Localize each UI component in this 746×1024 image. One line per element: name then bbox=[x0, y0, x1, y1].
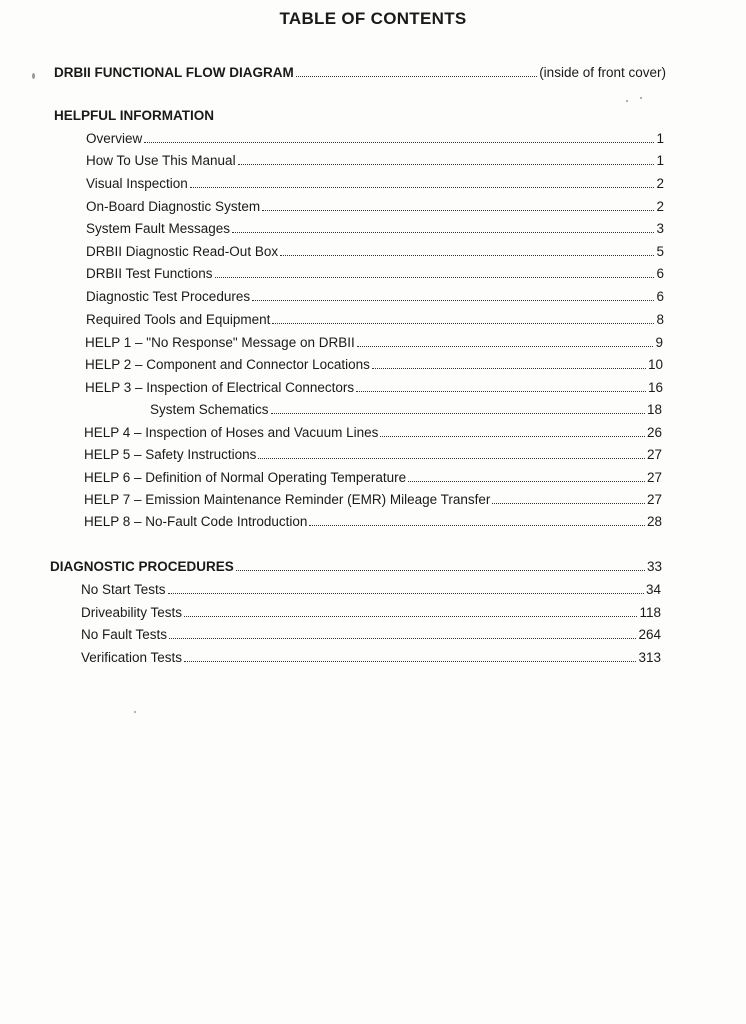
toc-entry-label: Verification Tests bbox=[81, 650, 183, 665]
dot-leader bbox=[280, 243, 654, 256]
toc-entry bbox=[86, 220, 664, 238]
toc-entry-label: DRBII Diagnostic Read-Out Box bbox=[86, 244, 279, 259]
toc-entry-label: HELP 1 – "No Response" Message on DRBII bbox=[85, 335, 355, 350]
toc-entry-label: HELP 4 – Inspection of Hoses and Vacuum Lines bbox=[84, 425, 379, 440]
toc-entry-page: 6 bbox=[656, 266, 664, 281]
dot-leader bbox=[380, 424, 645, 437]
toc-entry-page: 18 bbox=[646, 402, 662, 417]
toc-entry-diagnostic-procedures bbox=[50, 558, 662, 576]
scan-speck bbox=[640, 97, 642, 99]
dot-leader bbox=[252, 288, 654, 301]
dot-leader bbox=[271, 401, 645, 414]
scan-speck bbox=[626, 100, 628, 102]
toc-entry bbox=[84, 446, 662, 464]
toc-entry bbox=[84, 424, 662, 442]
toc-entry-label: HELP 3 – Inspection of Electrical Connectors bbox=[85, 380, 355, 395]
toc-entry bbox=[84, 513, 662, 531]
toc-entry-label: No Fault Tests bbox=[81, 627, 168, 642]
toc-entry bbox=[150, 401, 662, 419]
dot-leader bbox=[184, 604, 637, 617]
dot-leader bbox=[236, 558, 645, 571]
toc-entry bbox=[81, 626, 661, 644]
toc-entry bbox=[86, 152, 664, 170]
dot-leader bbox=[238, 152, 655, 165]
toc-entry bbox=[86, 130, 664, 148]
toc-entry-page: 8 bbox=[656, 312, 664, 327]
toc-entry-page: 9 bbox=[655, 335, 663, 350]
dot-leader bbox=[258, 446, 645, 459]
dot-leader bbox=[296, 64, 537, 77]
toc-entry-page: 2 bbox=[656, 176, 664, 191]
dot-leader bbox=[356, 379, 646, 392]
section-heading-diagnostic: DIAGNOSTIC PROCEDURES bbox=[50, 559, 234, 574]
toc-entry bbox=[86, 198, 664, 216]
toc-entry-page: 33 bbox=[646, 559, 662, 574]
dot-leader bbox=[492, 491, 645, 504]
toc-entry bbox=[86, 265, 664, 283]
toc-entry bbox=[84, 469, 662, 487]
toc-entry-label: How To Use This Manual bbox=[86, 153, 236, 168]
toc-entry bbox=[86, 311, 664, 329]
scan-speck bbox=[32, 73, 35, 79]
toc-entry-page: 1 bbox=[656, 131, 664, 146]
dot-leader bbox=[232, 220, 654, 233]
section-heading-helpful: HELPFUL INFORMATION bbox=[54, 108, 214, 123]
toc-entry-page: 27 bbox=[646, 470, 662, 485]
toc-entry bbox=[81, 649, 661, 667]
dot-leader bbox=[168, 581, 644, 594]
toc-entry-label: Diagnostic Test Procedures bbox=[86, 289, 251, 304]
toc-entry-label: HELP 6 – Definition of Normal Operating Temperature bbox=[84, 470, 407, 485]
toc-entry-label: Required Tools and Equipment bbox=[86, 312, 271, 327]
toc-entry-page: 34 bbox=[645, 582, 661, 597]
toc-entry bbox=[81, 581, 661, 599]
toc-entry-label: System Schematics bbox=[150, 402, 269, 417]
toc-entry bbox=[85, 379, 663, 397]
toc-entry bbox=[86, 243, 664, 261]
dot-leader bbox=[169, 626, 636, 639]
dot-leader bbox=[272, 311, 654, 324]
toc-entry bbox=[85, 334, 663, 352]
toc-entry-page: 313 bbox=[638, 650, 661, 665]
toc-entry-label: DRBII Test Functions bbox=[86, 266, 213, 281]
toc-entry bbox=[85, 356, 663, 374]
toc-entry-page: (inside of front cover) bbox=[539, 65, 666, 80]
toc-entry-page: 6 bbox=[656, 289, 664, 304]
dot-leader bbox=[184, 649, 636, 662]
scan-speck bbox=[134, 711, 136, 713]
dot-leader bbox=[408, 469, 645, 482]
toc-entry-page: 28 bbox=[646, 514, 662, 529]
page-title: TABLE OF CONTENTS bbox=[279, 9, 467, 28]
toc-entry-page: 26 bbox=[646, 425, 662, 440]
toc-entry-label: On-Board Diagnostic System bbox=[86, 199, 261, 214]
toc-entry-page: 16 bbox=[647, 380, 663, 395]
toc-entry-label: System Fault Messages bbox=[86, 221, 231, 236]
toc-entry-page: 2 bbox=[656, 199, 664, 214]
toc-entry-page: 10 bbox=[647, 357, 663, 372]
dot-leader bbox=[144, 130, 654, 143]
toc-entry-page: 5 bbox=[656, 244, 664, 259]
dot-leader bbox=[309, 513, 645, 526]
toc-entry-label: HELP 8 – No-Fault Code Introduction bbox=[84, 514, 308, 529]
toc-entry-page: 27 bbox=[646, 492, 662, 507]
toc-entry bbox=[86, 288, 664, 306]
toc-entry-label: Driveability Tests bbox=[81, 605, 183, 620]
toc-entry-page: 264 bbox=[638, 627, 661, 642]
toc-entry-label: DRBII FUNCTIONAL FLOW DIAGRAM bbox=[54, 65, 294, 80]
dot-leader bbox=[190, 175, 655, 188]
dot-leader bbox=[372, 356, 646, 369]
toc-entry-label: HELP 7 – Emission Maintenance Reminder (EMR) Mileage Transfer bbox=[84, 492, 491, 507]
toc-entry-label: HELP 5 – Safety Instructions bbox=[84, 447, 257, 462]
toc-entry-flow-diagram bbox=[54, 64, 666, 82]
toc-entry bbox=[86, 175, 664, 193]
dot-leader bbox=[215, 265, 655, 278]
toc-entry-label: HELP 2 – Component and Connector Locations bbox=[85, 357, 370, 372]
toc-entry-label: No Start Tests bbox=[81, 582, 166, 597]
toc-entry bbox=[84, 491, 662, 509]
toc-entry-page: 118 bbox=[639, 605, 661, 620]
toc-entry-page: 27 bbox=[646, 447, 662, 462]
dot-leader bbox=[357, 334, 654, 347]
toc-entry bbox=[81, 604, 661, 622]
toc-entry-page: 3 bbox=[656, 221, 664, 236]
toc-entry-label: Overview bbox=[86, 131, 143, 146]
toc-entry-label: Visual Inspection bbox=[86, 176, 188, 191]
toc-entry-page: 1 bbox=[656, 153, 664, 168]
dot-leader bbox=[262, 198, 654, 211]
